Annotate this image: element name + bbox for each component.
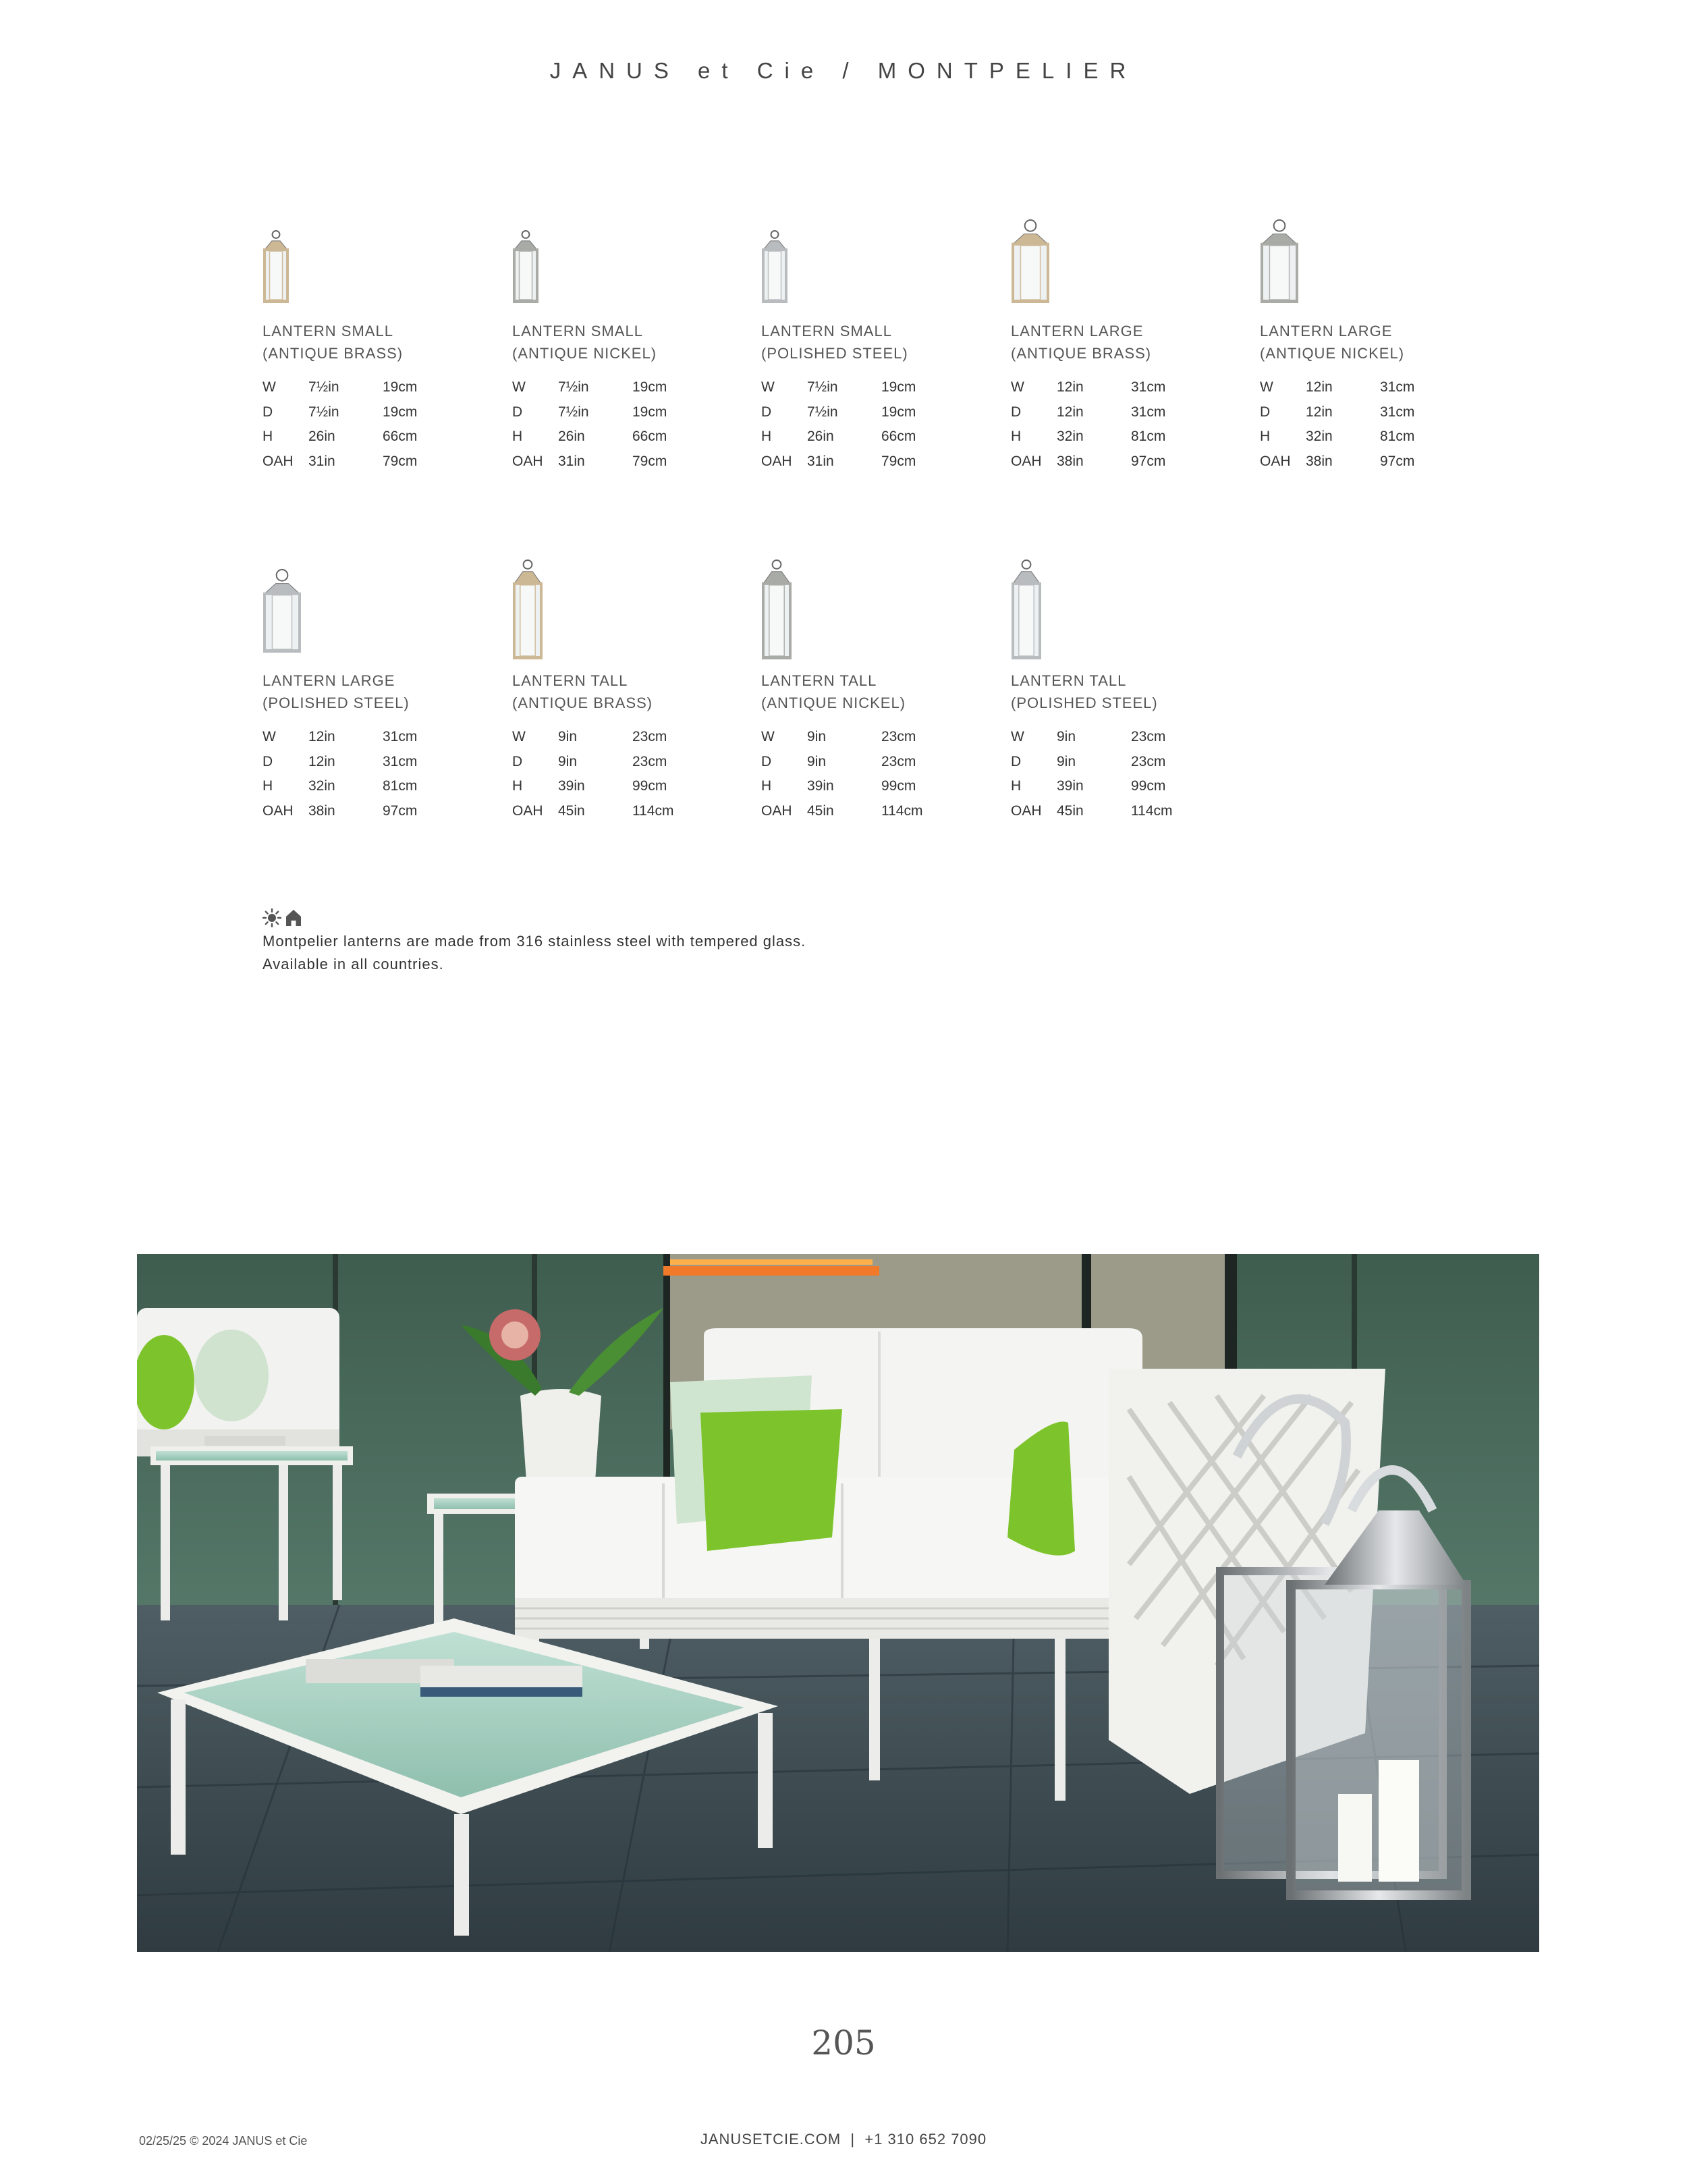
spec-table: W 12in 31cm D 12in 31cm H 32in 81cm OAH 38in 97cm xyxy=(1011,379,1166,469)
lantern-icon xyxy=(512,559,543,660)
spec-table: W 9in 23cm D 9in 23cm H 39in 99cm OAH 45in 114cm xyxy=(512,729,674,819)
spec-table: W 12in 31cm D 12in 31cm H 32in 81cm OAH 38in 97cm xyxy=(1260,379,1415,469)
product-card xyxy=(1011,568,1227,823)
product-card xyxy=(262,568,478,823)
material-note xyxy=(262,930,806,976)
lantern-icon xyxy=(1011,559,1042,660)
lantern-icon xyxy=(1011,219,1050,304)
spec-table: W 9in 23cm D 9in 23cm H 39in 99cm OAH 45in 114cm xyxy=(761,729,923,819)
lantern-thumbnail xyxy=(761,219,977,304)
sun-icon xyxy=(262,908,281,931)
lantern-icon xyxy=(262,568,302,653)
product-card xyxy=(262,219,478,474)
spec-table: W 12in 31cm D 12in 31cm H 32in 81cm OAH 38in 97cm xyxy=(262,729,418,819)
page-number: 205 xyxy=(811,2023,876,2063)
feature-icons xyxy=(262,908,302,931)
spec-table: W 7½in 19cm D 7½in 19cm H 26in 66cm OAH 31in 79cm xyxy=(761,379,916,469)
lantern-icon xyxy=(1260,219,1299,304)
lifestyle-photo xyxy=(137,1254,1539,1952)
footer-contact: JANUSETCIE.COM | +1 310 652 7090 xyxy=(700,2131,987,2148)
product-name: LANTERN LARGE (ANTIQUE BRASS) xyxy=(1011,323,1152,362)
product-name: LANTERN SMALL (ANTIQUE NICKEL) xyxy=(512,323,657,362)
product-name: LANTERN LARGE (POLISHED STEEL) xyxy=(262,672,410,711)
lantern-icon xyxy=(761,559,792,660)
lantern-thumbnail xyxy=(1260,219,1476,304)
product-card xyxy=(512,219,728,474)
lantern-thumbnail xyxy=(262,568,478,653)
footer-date-copyright: 02/25/25 © 2024 JANUS et Cie xyxy=(139,2134,308,2148)
home-icon xyxy=(285,909,302,930)
product-card xyxy=(761,568,977,823)
lantern-thumbnail xyxy=(512,568,728,653)
product-card xyxy=(512,568,728,823)
note-line: Montpelier lanterns are made from 316 stainless steel with tempered glass. xyxy=(262,933,806,950)
lantern-thumbnail xyxy=(512,219,728,304)
product-name: LANTERN LARGE (ANTIQUE NICKEL) xyxy=(1260,323,1405,362)
lantern-icon xyxy=(761,229,788,304)
product-name: LANTERN TALL (ANTIQUE BRASS) xyxy=(512,672,653,711)
note-line: Available in all countries. xyxy=(262,956,444,973)
product-card xyxy=(1011,219,1227,474)
lantern-thumbnail xyxy=(761,568,977,653)
lantern-thumbnail xyxy=(1011,568,1227,653)
product-name: LANTERN TALL (ANTIQUE NICKEL) xyxy=(761,672,906,711)
spec-table: W 7½in 19cm D 7½in 19cm H 26in 66cm OAH 31in 79cm xyxy=(262,379,418,469)
product-name: LANTERN TALL (POLISHED STEEL) xyxy=(1011,672,1158,711)
spec-table: W 7½in 19cm D 7½in 19cm H 26in 66cm OAH 31in 79cm xyxy=(512,379,667,469)
product-name: LANTERN SMALL (ANTIQUE BRASS) xyxy=(262,323,404,362)
lantern-thumbnail xyxy=(262,219,478,304)
product-name: LANTERN SMALL (POLISHED STEEL) xyxy=(761,323,908,362)
product-card xyxy=(1260,219,1476,474)
product-card xyxy=(761,219,977,474)
lantern-icon xyxy=(262,229,289,304)
spec-table: W 9in 23cm D 9in 23cm H 39in 99cm OAH 45in 114cm xyxy=(1011,729,1173,819)
page-header: JANUS et Cie / MONTPELIER xyxy=(549,58,1138,83)
lantern-icon xyxy=(512,229,539,304)
lantern-thumbnail xyxy=(1011,219,1227,304)
